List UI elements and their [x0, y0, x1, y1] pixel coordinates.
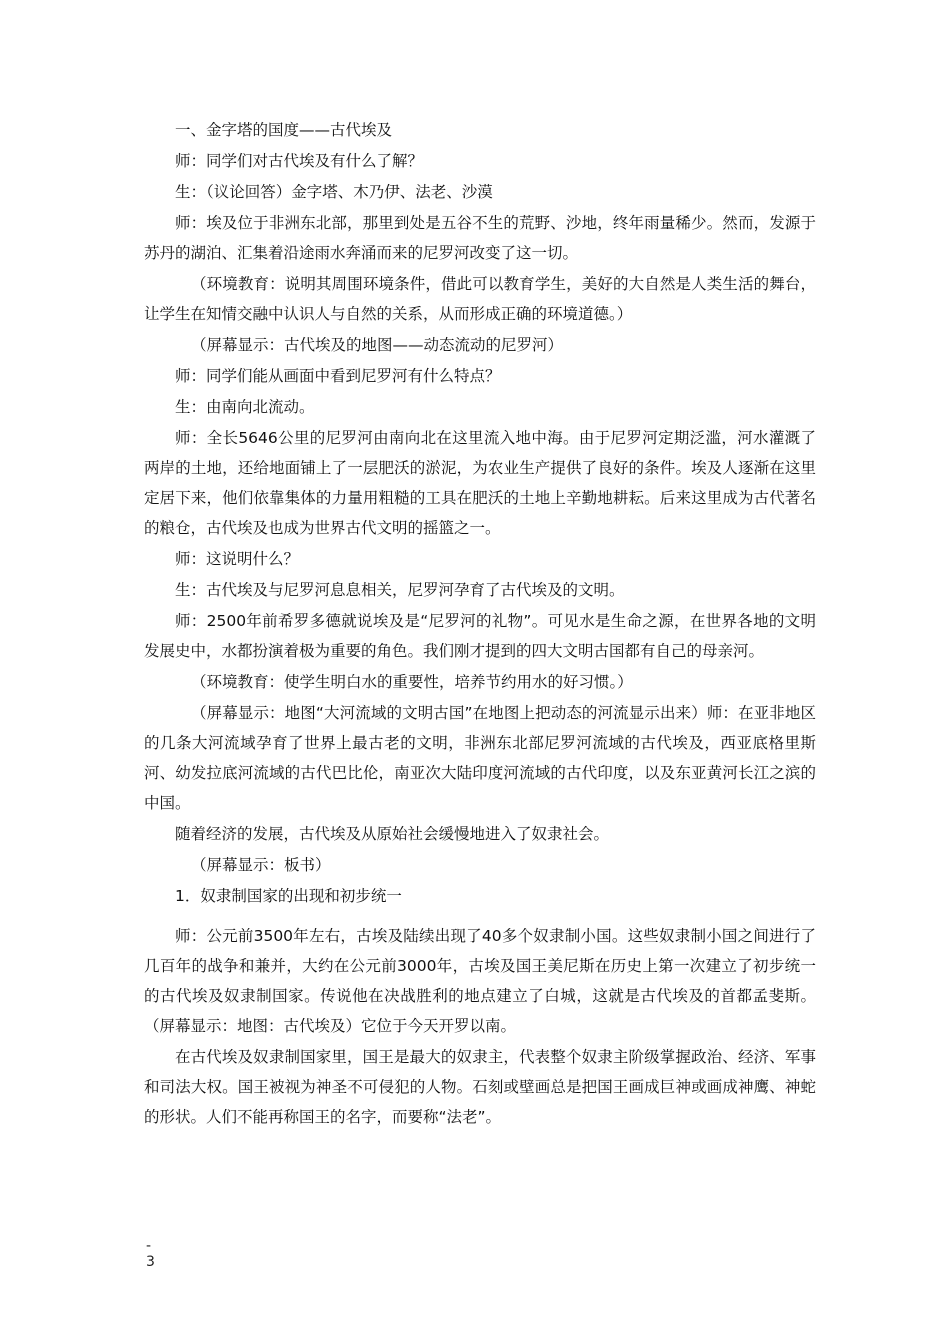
section-heading: 1．奴隶制国家的出现和初步统一 [175, 887, 402, 905]
paragraph: 生：（议论回答）金字塔、木乃伊、法老、沙漠 [175, 183, 493, 201]
paragraph: 师：这说明什么？ [175, 550, 300, 568]
paragraph: 师：公元前3500年左右，古埃及陆续出现了40多个奴隶制小国。这些奴隶制小国之间进行了几百年的战争和兼并，大约在公元前3000年，古埃及国王美尼斯在历史上第一次建立了初步统一的古代埃及奴隶制国家。传说他在决战胜利的地点建立了白城，这就是古代埃及的首都孟斐斯。（屏幕显示：地图：古代埃及）它位于今天开罗以南。 [144, 927, 816, 1035]
document-body [144, 115, 816, 1133]
paragraph: （屏幕显示：地图“大河流域的文明古国”在地图上把动态的河流显示出来）师：在亚非地区的几条大河流域孕育了世界上最古老的文明，非洲东北部尼罗河流域的古代埃及，西亚底格里斯河、幼发拉底河流域的古代巴比伦，南亚次大陆印度河流域的古代印度，以及东亚黄河长江之滨的中国。 [144, 704, 816, 812]
paragraph: （环境教育：说明其周围环境条件，借此可以教育学生，美好的大自然是人类生活的舞台，让学生在知情交融中认识人与自然的关系，从而形成正确的环境道德。） [144, 275, 816, 323]
paragraph: 生：由南向北流动。 [175, 398, 315, 416]
paragraph: （环境教育：使学生明白水的重要性，培养节约用水的好习惯。） [191, 673, 633, 691]
paragraph: 一、金字塔的国度——古代埃及 [175, 121, 393, 139]
paragraph: 师：同学们能从画面中看到尼罗河有什么特点？ [175, 367, 501, 385]
paragraph: （屏幕显示：板书） [191, 856, 331, 874]
paragraph: 师：全长5646公里的尼罗河由南向北在这里流入地中海。由于尼罗河定期泛滥，河水灌溉了两岸的土地，还给地面铺上了一层肥沃的淤泥，为农业生产提供了良好的条件。埃及人逐渐在这里定居下来，他们依靠集体的力量用粗糙的工具在肥沃的土地上辛勤地耕耘。后来这里成为古代著名的粮仓，古代埃及也成为世界古代文明的摇篮之一。 [144, 429, 816, 537]
paragraph: 师：2500年前希罗多德就说埃及是“尼罗河的礼物”。可见水是生命之源，在世界各地的文明发展史中，水都扮演着极为重要的角色。我们刚才提到的四大文明古国都有自己的母亲河。 [144, 612, 816, 660]
page-number: 3 [146, 1254, 155, 1270]
paragraph: （屏幕显示：古代埃及的地图——动态流动的尼罗河） [191, 336, 564, 354]
paragraph: 生：古代埃及与尼罗河息息相关，尼罗河孕育了古代埃及的文明。 [175, 581, 625, 599]
paragraph: 在古代埃及奴隶制国家里，国王是最大的奴隶主，代表整个奴隶主阶级掌握政治、经济、军事和司法大权。国王被视为神圣不可侵犯的人物。石刻或壁画总是把国王画成巨神或画成神鹰、神蛇的形状。人们不能再称国王的名字，而要称“法老”。 [144, 1048, 816, 1126]
paragraph: 师：同学们对古代埃及有什么了解？ [175, 152, 424, 170]
page-footer [146, 1238, 155, 1270]
footer-dash: - [146, 1238, 152, 1254]
paragraph: 随着经济的发展，古代埃及从原始社会缓慢地进入了奴隶社会。 [175, 825, 610, 843]
paragraph: 师：埃及位于非洲东北部，那里到处是五谷不生的荒野、沙地，终年雨量稀少。然而，发源于苏丹的湖泊、汇集着沿途雨水奔涌而来的尼罗河改变了这一切。 [144, 214, 816, 262]
